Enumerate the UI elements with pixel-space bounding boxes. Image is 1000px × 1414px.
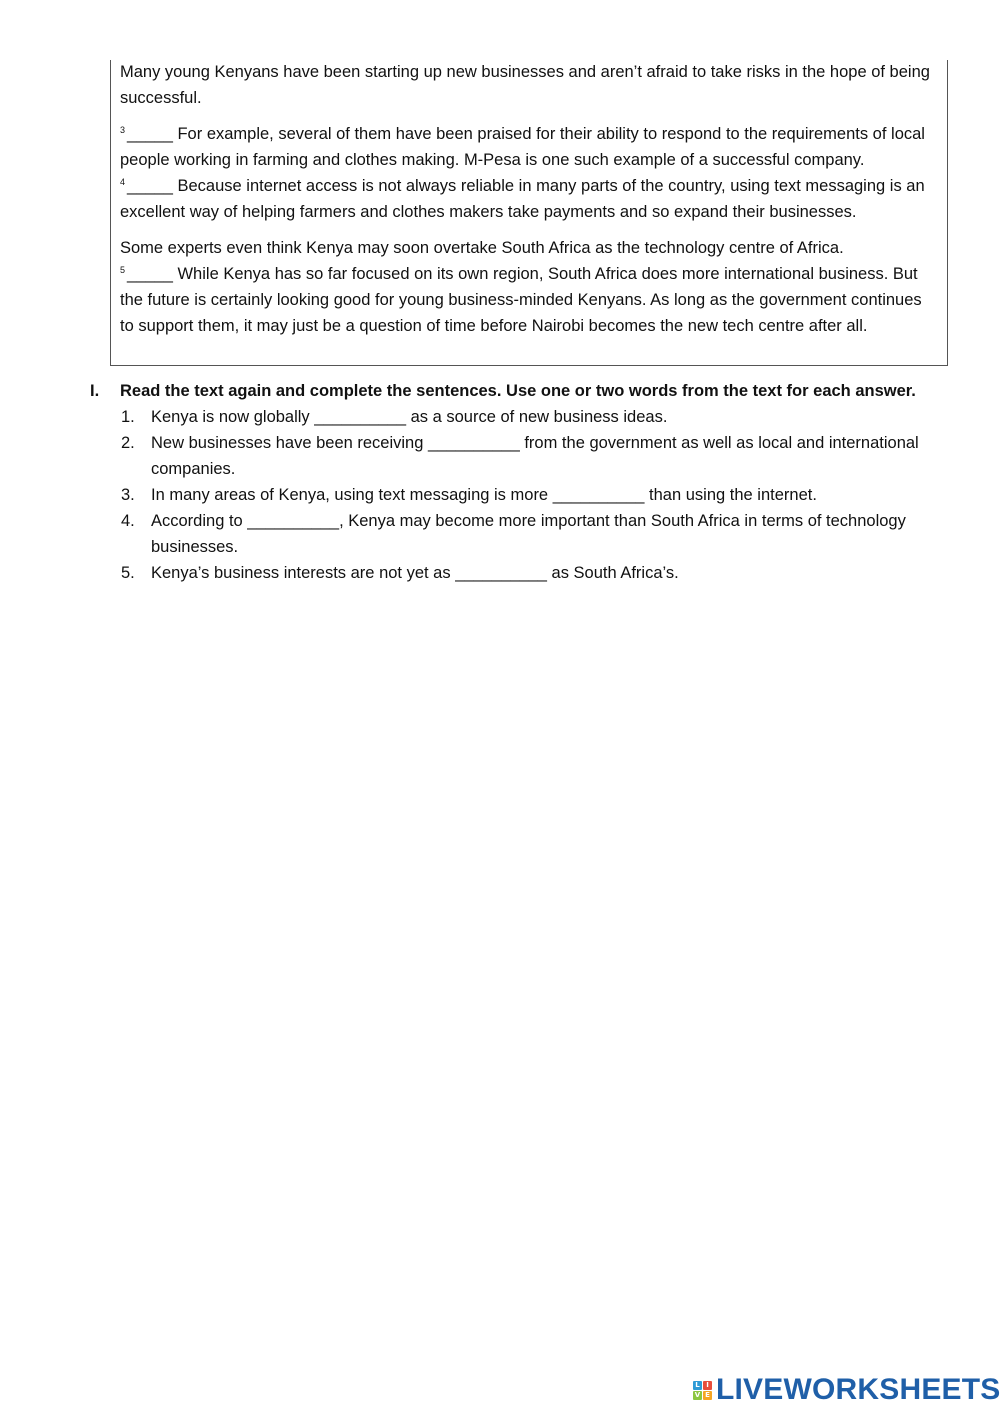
item-number: 5. <box>121 564 135 582</box>
item-text[interactable]: Kenya is now globally __________ as a source of new business ideas. <box>151 408 668 426</box>
passage-paragraph-2 <box>120 121 937 225</box>
item-number: 2. <box>121 434 135 452</box>
exercise-item-5 <box>121 560 960 586</box>
exercise-number: I. <box>90 382 100 400</box>
exercise-list <box>90 404 960 586</box>
item-text[interactable]: Kenya’s business interests are not yet as __________ as South Africa’s. <box>151 564 679 582</box>
exercise-item-3 <box>121 482 960 508</box>
item-text[interactable]: New businesses have been receiving __________ from the government as well as local and international companies. <box>151 434 919 478</box>
liveworksheets-logo <box>693 1373 1000 1407</box>
paragraph-3-intro: Some experts even think Kenya may soon overtake South Africa as the technology centre of Africa. <box>120 239 844 257</box>
logo-tiles-icon <box>693 1381 712 1400</box>
gap-4-sentence: _____ Because internet access is not always reliable in many parts of the country, using text messaging is an excellent way of helping farmers and clothes makers take payments and so expand their businesses. <box>120 177 925 221</box>
item-text[interactable]: In many areas of Kenya, using text messaging is more __________ than using the internet. <box>151 486 817 504</box>
passage-paragraph-1: Many young Kenyans have been starting up new businesses and aren’t afraid to take risks in the hope of being successful. <box>120 63 930 107</box>
passage-paragraph-3 <box>120 235 937 339</box>
exercise-item-1 <box>121 404 960 430</box>
gap-marker-4: 4 <box>120 177 126 187</box>
exercise-item-2 <box>121 430 960 482</box>
exercise-section <box>90 378 960 586</box>
logo-tile-l: L <box>693 1381 702 1390</box>
logo-tile-v: V <box>694 1390 701 1399</box>
gap-marker-5: 5 <box>120 265 126 275</box>
gap-3-sentence: _____ For example, several of them have been praised for their ability to respond to the requirements of local people working in farming and clothes making. M-Pesa is one such example of a successful company. <box>120 125 925 169</box>
gap-5-sentence: _____ While Kenya has so far focused on its own region, South Africa does more international business. But the future is certainly looking good for young business-minded Kenyans. As long as the government continues to support them, it may just be a question of time before Nairobi becomes the new tech centre after all. <box>120 265 922 335</box>
exercise-instruction <box>90 378 960 404</box>
logo-tile-e: E <box>703 1391 712 1400</box>
item-number: 1. <box>121 408 135 426</box>
instruction-text: Read the text again and complete the sentences. Use one or two words from the text for each answer. <box>120 382 916 400</box>
exercise-item-4 <box>121 508 960 560</box>
item-number: 4. <box>121 512 135 530</box>
reading-passage-box <box>110 60 948 366</box>
logo-tile-i: I <box>703 1381 712 1390</box>
item-text[interactable]: According to __________, Kenya may become more important than South Africa in terms of technology businesses. <box>151 512 906 556</box>
logo-wordmark: LIVEWORKSHEETS <box>716 1373 1000 1406</box>
gap-marker-3: 3 <box>120 125 126 135</box>
item-number: 3. <box>121 486 135 504</box>
